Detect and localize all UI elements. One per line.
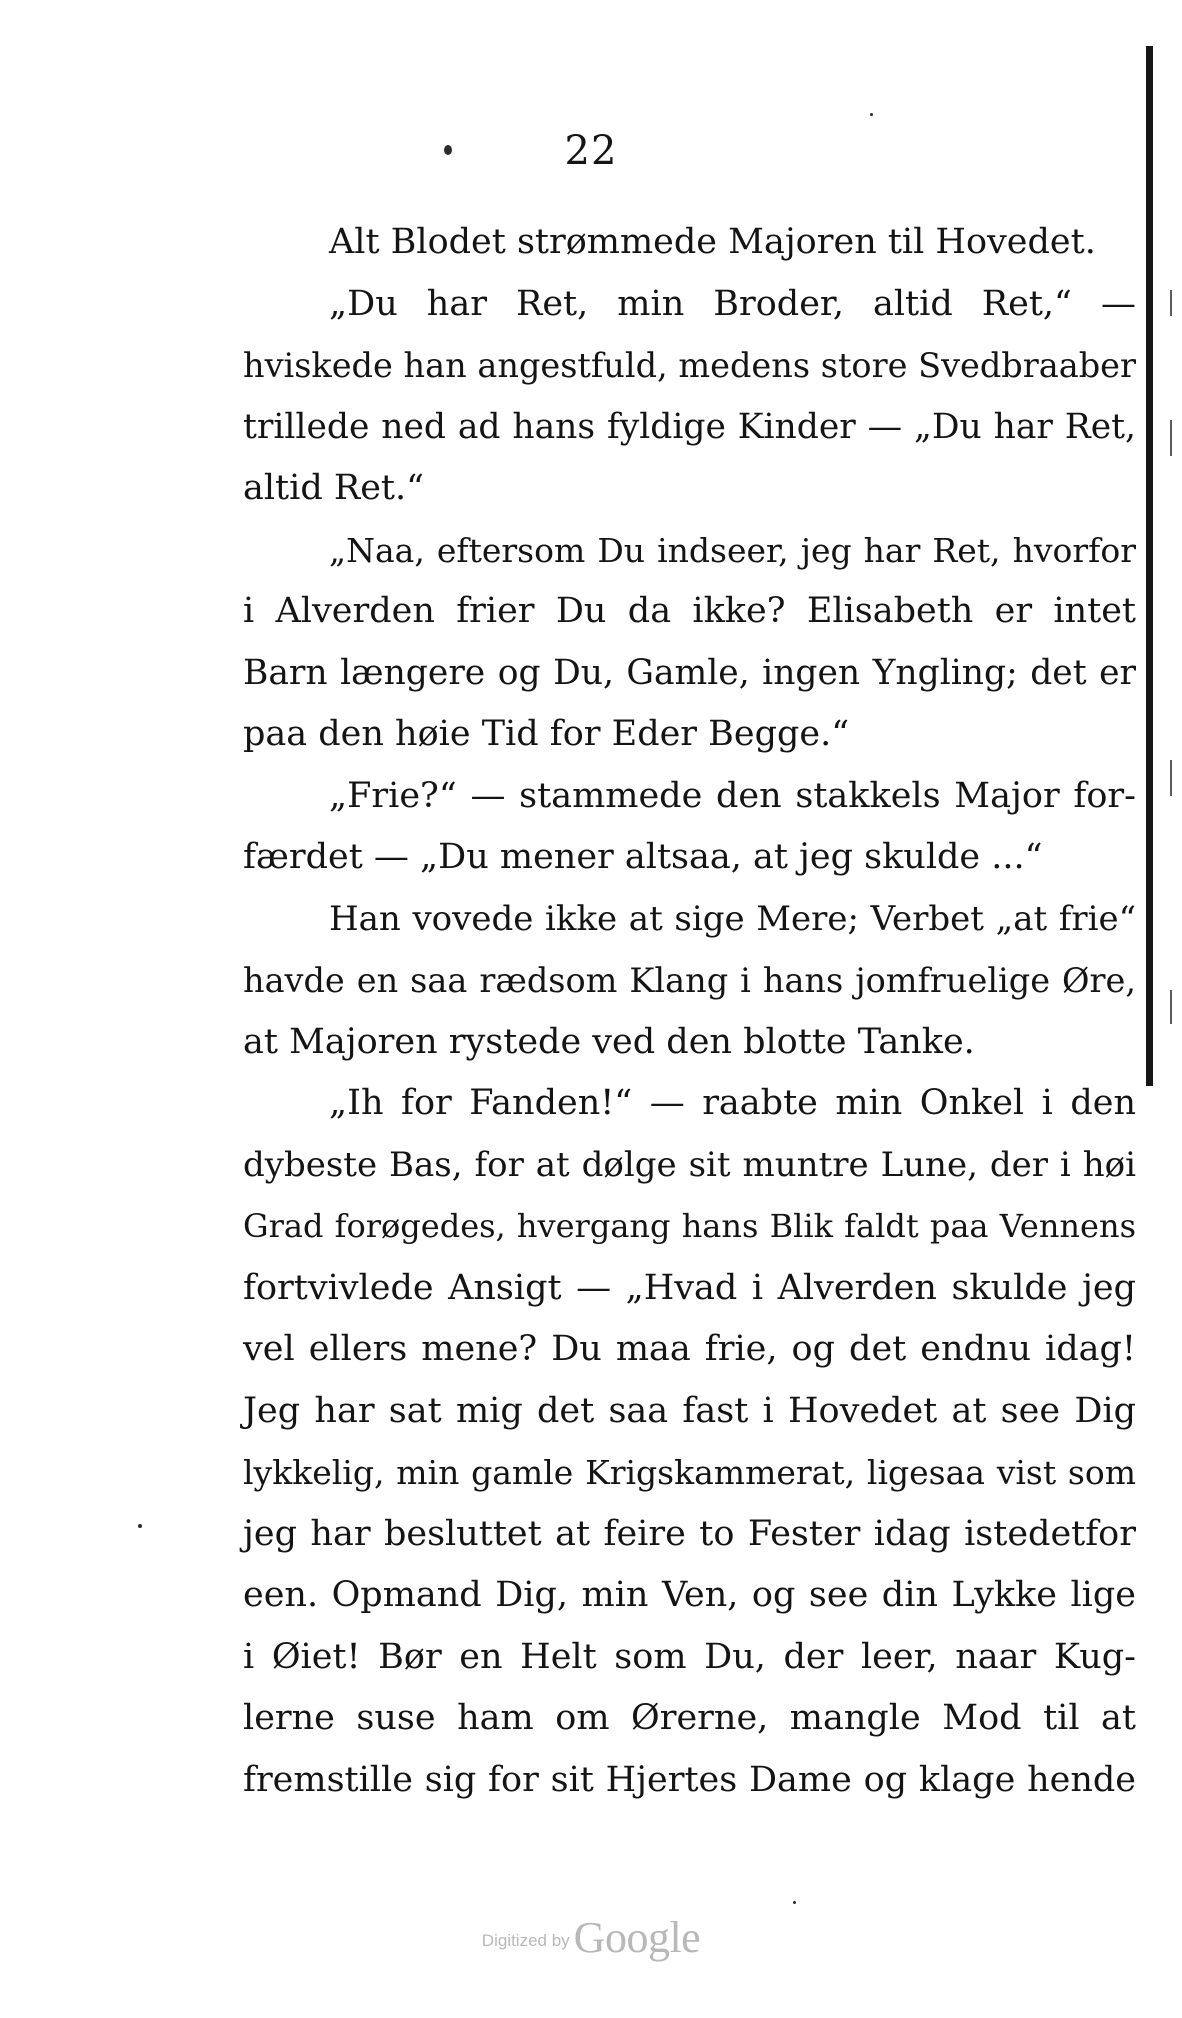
body-text [243, 212, 1136, 1811]
ink-speck [870, 113, 873, 116]
page-edge-shadow [1146, 46, 1153, 1086]
edge-mark [1170, 420, 1172, 456]
text-line: Jeg har sat mig det saa fast i Hovedet at see Dig [243, 1390, 1136, 1431]
text-line: paa den høie Tid for Eder Begge.“ [243, 714, 850, 754]
text-line: trillede ned ad hans fyldige Kinder — „Du har Ret, [243, 406, 1136, 447]
text-line: Barn længere og Du, Gamle, ingen Yngling; det er [243, 652, 1136, 693]
text-line: Alt Blodet strømmede Majoren til Hovedet. [329, 222, 1096, 262]
text-line: jeg har besluttet at feire to Fester idag istedetfor [243, 1513, 1136, 1554]
text-line: Han vovede ikke at sige Mere; Verbet „at frie“ [329, 898, 1136, 939]
text-line: „Frie?“ — stammede den stakkels Major for- [329, 775, 1136, 816]
text-line: i Øiet! Bør en Helt som Du, der leer, naar Kug- [243, 1636, 1136, 1677]
digitized-by-label: Digitized by [481, 1931, 570, 1950]
google-logo: Google [573, 1913, 701, 1962]
text-line: dybeste Bas, for at dølge sit muntre Lune, der i høi [243, 1144, 1136, 1185]
page-number: 22 [564, 128, 618, 174]
text-line: een. Opmand Dig, min Ven, og see din Lykke lige [243, 1575, 1136, 1615]
text-line: at Majoren rystede ved den blotte Tanke. [243, 1021, 975, 1062]
text-line: lykkelig, min gamle Krigskammerat, ligesaa vist som [243, 1453, 1136, 1492]
text-line: vel ellers mene? Du maa frie, og det endnu idag! [243, 1329, 1136, 1369]
ink-speck [138, 1524, 142, 1528]
text-line: fremstille sig for sit Hjertes Dame og klage hende [243, 1759, 1136, 1800]
text-line: „Naa, eftersom Du indseer, jeg har Ret, hvorfor [329, 530, 1136, 570]
text-line: i Alverden frier Du da ikke? Elisabeth er intet [243, 591, 1136, 631]
digitized-watermark [0, 1912, 1182, 1963]
text-line: færdet — „Du mener altsaa, at jeg skulde ...“ [243, 837, 1043, 877]
text-line: lerne suse ham om Ørerne, mangle Mod til at [243, 1698, 1136, 1738]
ink-speck [444, 145, 452, 155]
text-line: „Ih for Fanden!“ — raabte min Onkel i den [329, 1083, 1136, 1123]
text-line: hviskede han angestfuld, medens store Svedbraaber [243, 346, 1136, 385]
edge-mark [1170, 290, 1172, 316]
text-line: altid Ret.“ [243, 468, 424, 508]
text-line: havde en saa rædsom Klang i hans jomfruelige Øre, [243, 961, 1136, 1000]
text-line: Grad forøgedes, hvergang hans Blik faldt paa Vennens [243, 1207, 1136, 1245]
text-line: fortvivlede Ansigt — „Hvad i Alverden skulde jeg [243, 1267, 1136, 1308]
ink-speck [793, 1901, 796, 1904]
text-line: „Du har Ret, min Broder, altid Ret,“ — [329, 283, 1136, 324]
edge-mark [1170, 990, 1172, 1024]
edge-mark [1170, 760, 1172, 796]
